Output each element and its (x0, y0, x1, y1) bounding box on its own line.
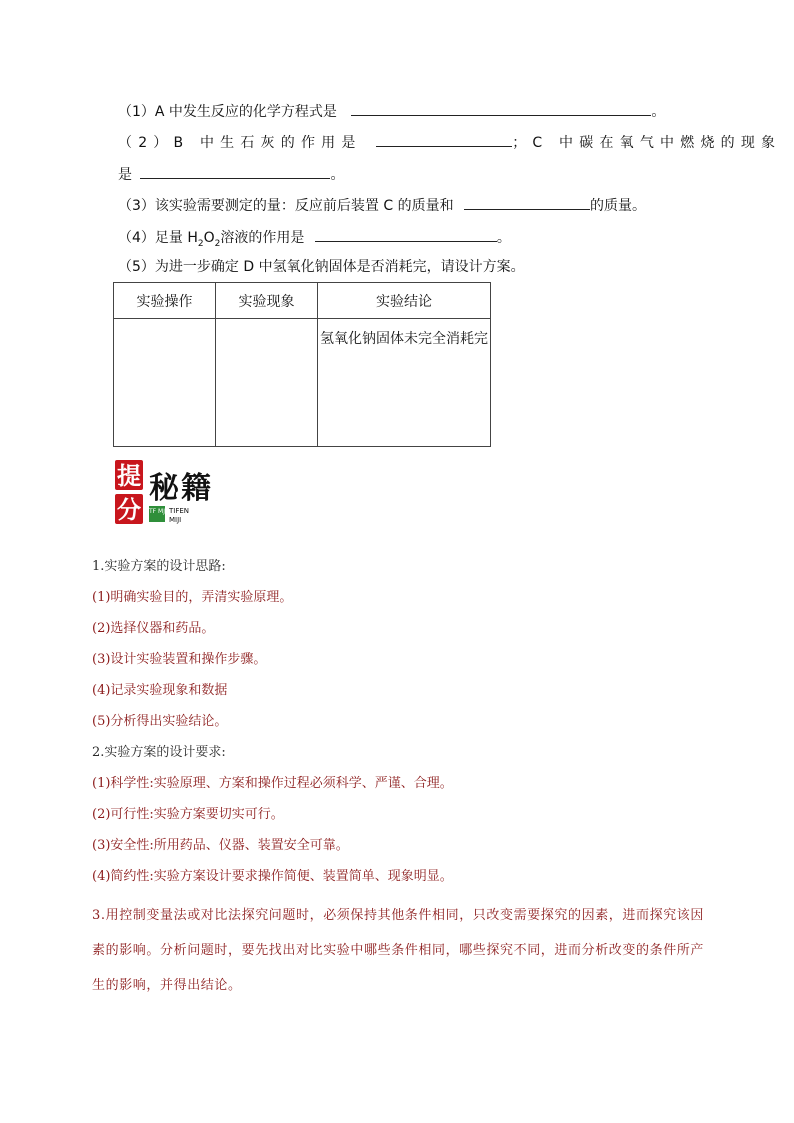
table-header-phenomenon: 实验现象 (216, 283, 318, 319)
tips-heading-2: 2.实验方案的设计要求: (92, 745, 226, 760)
logo-char-fen: 分 (117, 495, 141, 524)
table-header-conclusion: 实验结论 (318, 283, 491, 319)
tifen-miji-logo (113, 460, 233, 526)
answer-blank-2b[interactable] (140, 164, 330, 179)
question-5 (118, 257, 525, 277)
answer-blank-3[interactable] (464, 195, 590, 210)
question-2-text: （2）B 中生石灰的作用是 (118, 135, 362, 151)
answer-blank-2a[interactable] (376, 132, 512, 147)
question-3-text: （3）该实验需要测定的量：反应前后装置 C 的质量和 (118, 198, 454, 214)
table-cell-conclusion: 氢氧化钠固体未完全消耗完 (318, 319, 491, 447)
answer-blank-4[interactable] (315, 227, 497, 242)
table-header-operation: 实验操作 (114, 283, 216, 319)
tips-item: (1)明确实验目的，弄清实验原理。 (92, 590, 293, 605)
answer-blank-1[interactable] (351, 101, 651, 116)
tips-item: (4)简约性:实验方案设计要求操作简便、装置简单、现象明显。 (92, 869, 453, 884)
tips-item: (4)记录实验现象和数据 (92, 683, 228, 698)
logo-char-ti: 提 (117, 461, 141, 490)
question-3: （3）该实验需要测定的量：反应前后装置 C 的质量和 的质量。 (118, 195, 646, 216)
logo-badge: TF MJ (149, 508, 165, 515)
tips-item: (5)分析得出实验结论。 (92, 714, 228, 729)
question-2-continued: 是 。 (118, 164, 344, 185)
tips-item: (3)安全性:所用药品、仪器、装置安全可靠。 (92, 838, 349, 853)
tips-paragraph-3: 3.用控制变量法或对比法探究问题时，必须保持其他条件相同，只改变需要探究的因素，进而探究该因素的影响。分析问题时，要先找出对比实验中哪些条件相同，哪些探究不同，进而分析改变的条件所产生的影响，并得出结论。 (92, 908, 705, 993)
question-1: （1）A 中发生反应的化学方程式是 。 (118, 101, 665, 122)
tips-item: (3)设计实验装置和操作步骤。 (92, 652, 267, 667)
tips-item: (1)科学性:实验原理、方案和操作过程必须科学、严谨、合理。 (92, 776, 453, 791)
tips-heading-1: 1.实验方案的设计思路: (92, 559, 226, 574)
question-5-text: （5）为进一步确定 D 中氢氧化钠固体是否消耗完，请设计方案。 (118, 259, 525, 275)
question-2: （2）B 中生石灰的作用是 ；C 中碳在氧气中燃烧的现象 (118, 132, 781, 153)
table-cell-operation[interactable] (114, 319, 216, 447)
question-1-text: （1）A 中发生反应的化学方程式是 (118, 104, 337, 120)
logo-en-line2: MIJI (169, 516, 182, 524)
question-4: （4）足量 $H_2O_2$溶液的作用是 。 (118, 227, 511, 254)
logo-en-line1: TIFEN (169, 507, 190, 515)
table-cell-phenomenon[interactable] (216, 319, 318, 447)
tips-item: (2)选择仪器和药品。 (92, 621, 215, 636)
logo-graphic (113, 460, 233, 526)
tips-item: (2)可行性:实验方案要切实可行。 (92, 807, 284, 822)
experiment-design-table (113, 282, 491, 447)
logo-title: 秘籍 (149, 471, 213, 506)
